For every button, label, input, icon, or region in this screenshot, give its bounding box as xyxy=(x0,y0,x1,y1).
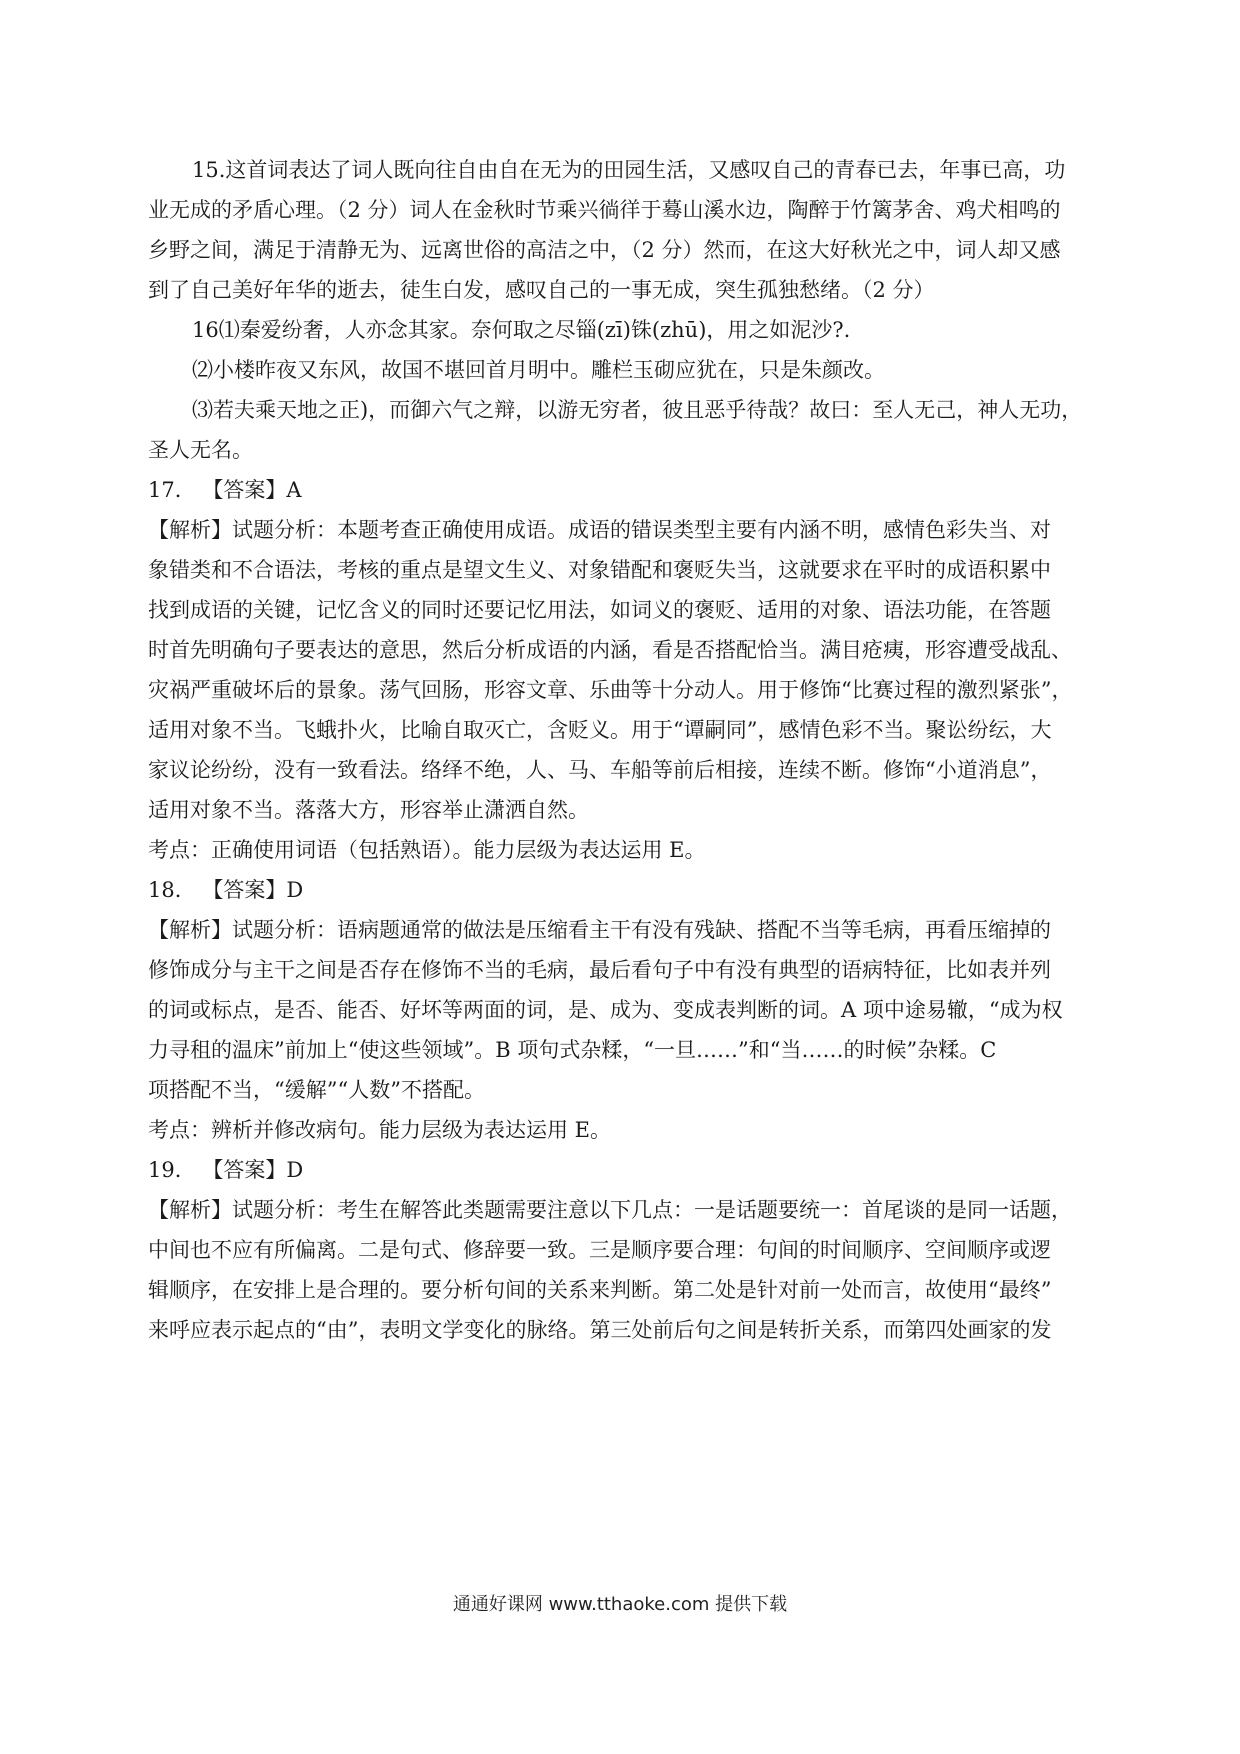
page-footer: 通通好课网 www.tthaoke.com 提供下载 xyxy=(452,1594,788,1615)
text-line: ⑵小楼昨夜又东风，故国不堪回首月明中。雕栏玉砌应犹在，只是朱颜改。 xyxy=(192,358,885,382)
text-line: 时首先明确句子要表达的意思，然后分析成语的内涵，看是否搭配恰当。满目疮痍，形容遭受战乱、 xyxy=(148,638,1072,662)
answer-heading: 18． 【答案】D xyxy=(148,878,304,902)
section-19 xyxy=(148,1150,1093,1350)
text-line: ⑶若夫乘天地之正)，而御六气之辩，以游无穷者，彼且恶乎待哉？故曰：至人无己，神人无功， xyxy=(192,398,1083,422)
answer-heading: 19． 【答案】D xyxy=(148,1158,304,1182)
text-line: 灾祸严重破坏后的景象。荡气回肠，形容文章、乐曲等十分动人。用于修饰“比赛过程的激烈紧张”， xyxy=(148,678,1073,702)
text-line: 辑顺序，在安排上是合理的。要分析句间的关系来判断。第二处是针对前一处而言，故使用“最终” xyxy=(148,1278,1052,1302)
text-line: 适用对象不当。飞蛾扑火，比喻自取灭亡，含贬义。用于“谭嗣同”，感情色彩不当。聚讼纷纭，大 xyxy=(148,718,1052,742)
text-line: 15.这首词表达了词人既向往自由自在无为的田园生活，又感叹自己的青春已去，年事已高，功 xyxy=(192,158,1066,182)
text-line: 的词或标点，是否、能否、好坏等两面的词，是、成为、变成表判断的词。A 项中途易辙，“成为权 xyxy=(148,998,1063,1022)
kaodian-line: 考点：辨析并修改病句。能力层级为表达运用 E。 xyxy=(148,1118,612,1142)
text-line: 适用对象不当。落落大方，形容举止潇洒自然。 xyxy=(148,798,589,822)
text-line: 找到成语的关键，记忆含义的同时还要记忆用法，如词义的褒贬、适用的对象、语法功能，在答题 xyxy=(148,598,1051,622)
text-line: 【解析】试题分析：语病题通常的做法是压缩看主干有没有残缺、搭配不当等毛病，再看压缩掉的 xyxy=(148,918,1051,942)
text-line: 中间也不应有所偏离。二是句式、修辞要一致。三是顺序要合理：句间的时间顺序、空间顺序或逻 xyxy=(148,1238,1051,1262)
text-line: 家议论纷纷，没有一致看法。络绎不绝，人、马、车船等前后相接，连续不断。修饰“小道消息”， xyxy=(148,758,1052,782)
text-line: 16⑴秦爱纷奢，人亦念其家。奈何取之尽锱(zī)铢(zhū)，用之如泥沙?. xyxy=(192,318,851,342)
text-line: 项搭配不当，“缓解”“人数”不搭配。 xyxy=(148,1078,485,1102)
section-15 xyxy=(148,150,1093,310)
document-body xyxy=(148,150,1093,1350)
answer-heading: 17． 【答案】A xyxy=(148,478,302,502)
text-line: 力寻租的温床”前加上“使这些领域”。B 项句式杂糅，“一旦……”和“当……的时候”杂糅。C xyxy=(148,1038,997,1062)
text-line: 修饰成分与主干之间是否存在修饰不当的毛病，最后看句子中有没有典型的语病特征，比如表并列 xyxy=(148,958,1051,982)
text-line: 来呼应表示起点的“由”，表明文学变化的脉络。第三处前后句之间是转折关系，而第四处画家的发 xyxy=(148,1318,1052,1342)
section-17 xyxy=(148,470,1093,870)
text-line: 乡野之间，满足于清静无为、远离世俗的高洁之中，（2 分）然而，在这大好秋光之中，词人却又感 xyxy=(148,238,1061,262)
section-18 xyxy=(148,870,1093,1150)
text-line: 圣人无名。 xyxy=(148,438,253,462)
kaodian-line: 考点：正确使用词语（包括熟语）。能力层级为表达运用 E。 xyxy=(148,838,706,862)
text-line: 象错类和不合语法，考核的重点是望文生义、对象错配和褒贬失当，这就要求在平时的成语积累中 xyxy=(148,558,1051,582)
text-line: 【解析】试题分析：本题考查正确使用成语。成语的错误类型主要有内涵不明，感情色彩失当、对 xyxy=(148,518,1051,542)
text-line: 到了自己美好年华的逝去，徒生白发，感叹自己的一事无成，突生孤独愁绪。（2 分） xyxy=(148,278,935,302)
text-line: 业无成的矛盾心理。（2 分）词人在金秋时节乘兴徜徉于蓦山溪水边，陶醉于竹篱茅舍、鸡犬相鸣的 xyxy=(148,198,1061,222)
text-line: 【解析】试题分析：考生在解答此类题需要注意以下几点：一是话题要统一：首尾谈的是同一话题， xyxy=(148,1198,1072,1222)
section-16 xyxy=(148,310,1093,470)
